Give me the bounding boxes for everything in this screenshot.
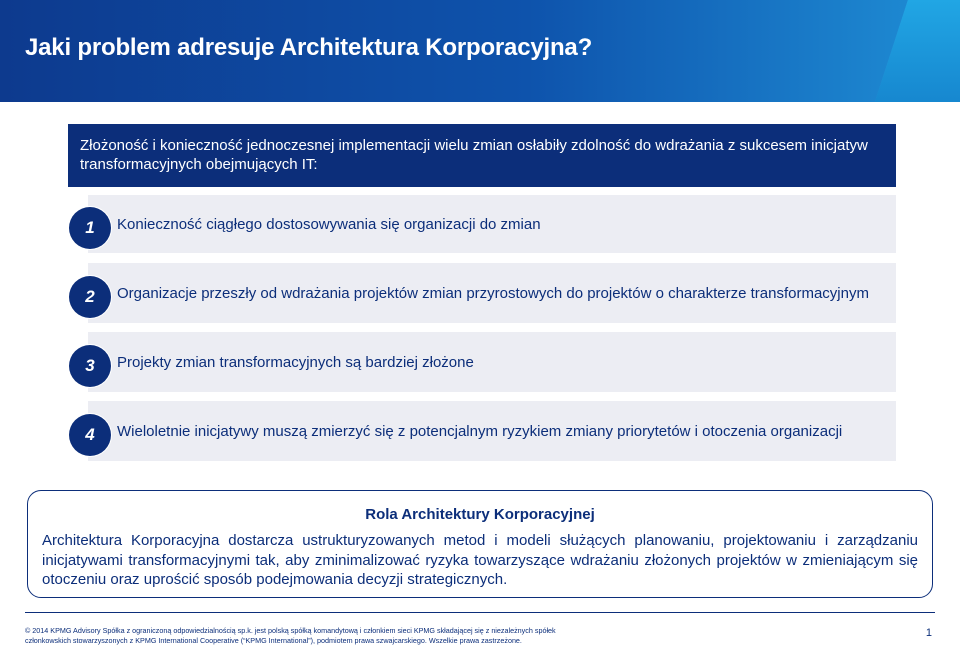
header-accent-stripe <box>869 0 960 102</box>
header-banner <box>0 0 960 102</box>
role-text: Architektura Korporacyjna dostarcza ustrukturyzowanych metod i modeli służących planowaniu, projektowaniu i zarządzaniu inicjatywami transformacyjnymi tak, aby zminimalizować ryzyka towarzyszące wdrażaniu złożonych projektów w zmieniającym się otoczeniu oraz uprościć sposób podejmowania decyzji strategicznych. <box>42 532 918 588</box>
slide-title: Jaki problem adresuje Architektura Korporacyjna? <box>25 34 593 61</box>
problem-item-text: Konieczność ciągłego dostosowywania się organizacji do zmian <box>117 215 541 233</box>
number-badge-4: 4 <box>69 414 111 456</box>
intro-box: Złożoność i konieczność jednoczesnej implementacji wielu zmian osłabiły zdolność do wdrażania z sukcesem inicjatyw transformacyjnych obejmujących IT: <box>68 124 896 187</box>
problem-item-3 <box>88 332 896 392</box>
role-title: Rola Architektury Korporacyjnej <box>365 506 595 523</box>
footer-divider <box>25 612 935 613</box>
problem-item-text: Organizacje przeszły od wdrażania projektów zmian przyrostowych do projektów o charakterze transformacyjnym <box>117 284 869 302</box>
footer-line-2: członkowskich stowarzyszonych z KPMG International Cooperative (“KPMG International”), podmiotem prawa szwajcarskiego. Wszelkie prawa zastrzeżone. <box>25 636 522 645</box>
problem-item-text: Projekty zmian transformacyjnych są bardziej złożone <box>117 353 474 371</box>
page-number: 1 <box>925 627 932 639</box>
problem-item-1 <box>88 195 896 253</box>
number-badge-1: 1 <box>69 207 111 249</box>
problem-item-2 <box>88 263 896 323</box>
problem-item-text: Wieloletnie inicjatywy muszą zmierzyć się z potencjalnym ryzykiem zmiany priorytetów i otoczenia organizacji <box>117 422 843 440</box>
problem-item-4 <box>88 401 896 461</box>
number-badge-2: 2 <box>69 276 111 318</box>
role-box <box>27 490 933 598</box>
footer-legal <box>25 626 885 646</box>
number-badge-3: 3 <box>69 345 111 387</box>
footer-line-1: © 2014 KPMG Advisory Spółka z ograniczoną odpowiedzialnością sp.k. jest polską spółką komandytową i członkiem sieci KPMG składającej się z niezależnych spółek <box>25 626 556 635</box>
